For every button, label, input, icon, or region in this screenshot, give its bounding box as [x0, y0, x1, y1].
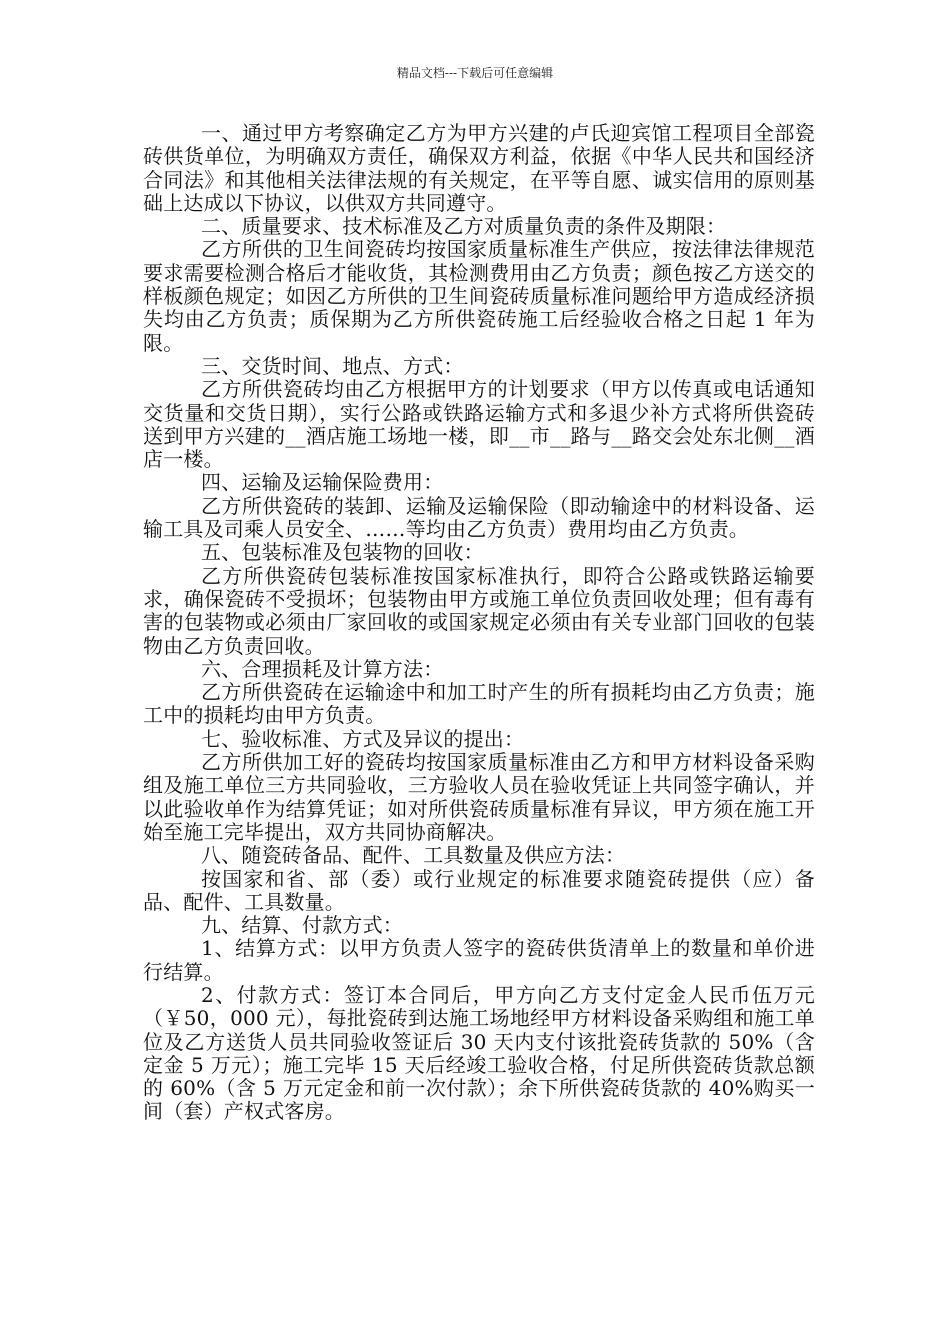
clause-2-paragraph: 乙方所供的卫生间瓷砖均按国家质量标准生产供应，按法律法律规范要求需要检测合格后才能收货，其检测费用由乙方负责；颜色按乙方送交的样板颜色规定；如因乙方所供的卫生间瓷砖质量标准问题给甲方造成经济损失均由乙方负责；质保期为乙方所供瓷砖施工后经验收合格之日起 1 年为限。 [143, 237, 815, 355]
clause-9-heading: 九、结算、付款方式： [201, 913, 403, 938]
clause-9-item-2: 2、付款方式：签订本合同后，甲方向乙方支付定金人民币伍万元（￥50，000 元），每批瓷砖到达施工场地经甲方材料设备采购组和施工单位及乙方送货人员共同验收签证后 30 天内支付该批瓷砖货款的 50%（含定金 5 万元）；施工完毕 15 天后经竣工验收合格，付足所供瓷砖货款总额的 60%（含 5 万元定金和前一次付款）；余下所供瓷砖货款的 40%购买一间（套）产权式客房。 [143, 982, 815, 1124]
clause-6-paragraph: 乙方所供瓷砖在运输途中和加工时产生的所有损耗均由乙方负责；施工中的损耗均由甲方负责。 [143, 680, 815, 728]
clause-6-heading: 六、合理损耗及计算方法： [201, 656, 444, 681]
document-body [143, 122, 815, 1124]
clause-5-paragraph: 乙方所供瓷砖包装标准按国家标准执行，即符合公路或铁路运输要求，确保瓷砖不受损坏；包装物由甲方或施工单位负责回收处理；但有毒有害的包装物或必须由厂家回收的或国家规定必须由有关专业部门回收的包装物由乙方负责回收。 [143, 563, 815, 658]
clause-5-heading: 五、包装标准及包装物的回收： [201, 540, 484, 565]
clause-2-heading: 二、质量要求、技术标准及乙方对质量负责的条件及期限： [201, 214, 727, 239]
clause-4-heading: 四、运输及运输保险费用： [201, 470, 444, 495]
page-header-note: 精品文档---下载后可任意编辑 [396, 66, 554, 80]
clause-7-paragraph: 乙方所供加工好的瓷砖均按国家质量标准由乙方和甲方材料设备采购组及施工单位三方共同验收，三方验收人员在验收凭证上共同签字确认，并以此验收单作为结算凭证；如对所供瓷砖质量标准有异议，甲方须在施工开始至施工完毕提出，双方共同协商解决。 [143, 750, 815, 844]
clause-8-heading: 八、随瓷砖备品、配件、工具数量及供应方法： [201, 843, 626, 868]
clause-8-paragraph: 按国家和省、部（委）或行业规定的标准要求随瓷砖提供（应）备品、配件、工具数量。 [143, 866, 815, 914]
clause-7-heading: 七、验收标准、方式及异议的提出： [201, 726, 525, 751]
clause-3-heading: 三、交货时间、地点、方式： [201, 353, 464, 378]
clause-1-paragraph: 一、通过甲方考察确定乙方为甲方兴建的卢氏迎宾馆工程项目全部瓷砖供货单位，为明确双方责任，确保双方利益，依据《中华人民共和国经济合同法》和其他相关法律法规的有关规定，在平等自愿、诚实信用的原则基础上达成以下协议，以供双方共同遵守。 [143, 121, 815, 215]
clause-3-paragraph: 乙方所供瓷砖均由乙方根据甲方的计划要求（甲方以传真或电话通知交货量和交货日期），实行公路或铁路运输方式和多退少补方式将所供瓷砖送到甲方兴建的__酒店施工场地一楼，即__市__路与__路交会处东北侧__酒店一楼。 [143, 377, 815, 472]
clause-4-paragraph: 乙方所供瓷砖的装卸、运输及运输保险（即动输途中的材料设备、运输工具及司乘人员安全、……等均由乙方负责）费用均由乙方负责。 [143, 493, 815, 542]
clause-9-item-1: 1、结算方式：以甲方负责人签字的瓷砖供货清单上的数量和单价进行结算。 [143, 936, 815, 984]
